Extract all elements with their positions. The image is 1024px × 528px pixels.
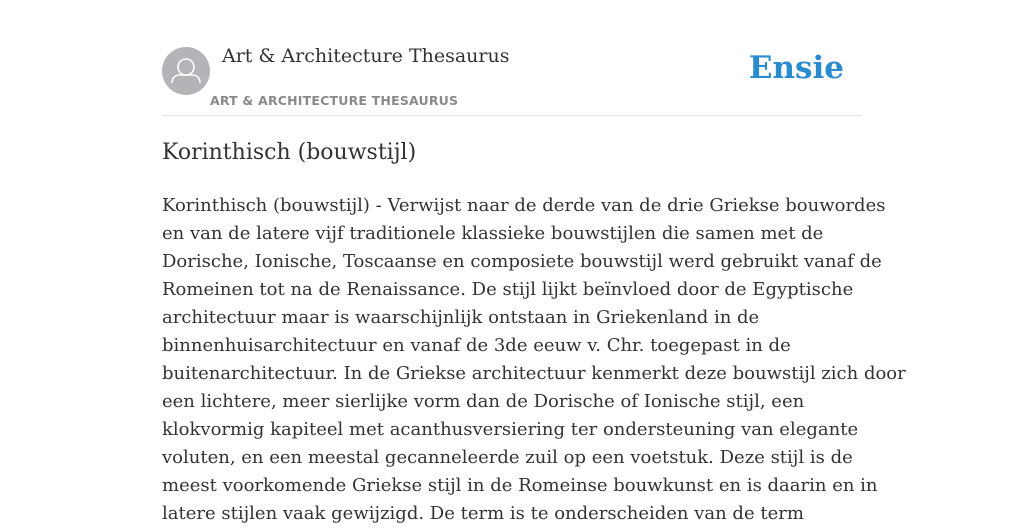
avatar[interactable] (162, 47, 210, 95)
author-name[interactable]: Art & Architecture Thesaurus (222, 45, 510, 67)
article-line: Korinthisch (bouwstijl) - Verwijst naar de derde van de drie Griekse bouwordes (162, 195, 886, 216)
user-silhouette-icon (162, 47, 210, 95)
page-title: Korinthisch (bouwstijl) (162, 140, 417, 165)
article-line: meest voorkomende Griekse stijl in de Romeinse bouwkunst en is daarin en in (162, 475, 878, 496)
article-line: Romeinen tot na de Renaissance. De stijl lijkt beïnvloed door de Egyptische (162, 279, 854, 300)
article-line: architectuur maar is waarschijnlijk ontstaan in Griekenland in de (162, 307, 760, 328)
author-subtitle: ART & ARCHITECTURE THESAURUS (210, 93, 459, 108)
article-line: latere stijlen vaak gewijzigd. De term is te onderscheiden van de term (162, 503, 804, 524)
article-line: buitenarchitectuur. In de Griekse architectuur kenmerkt deze bouwstijl zich door (162, 363, 906, 384)
article-line: en van de latere vijf traditionele klassieke bouwstijlen die samen met de (162, 223, 824, 244)
ensie-logo[interactable]: Ensie (748, 50, 844, 86)
page (162, 0, 906, 524)
article-body (162, 192, 906, 528)
article-line: binnenhuisarchitectuur en vanaf de 3de eeuw v. Chr. toegepast in de (162, 335, 791, 356)
article-line: Dorische, Ionische, Toscaanse en composiete bouwstijl werd gebruikt vanaf de (162, 251, 882, 272)
article-line: een lichtere, meer sierlijke vorm dan de Dorische of Ionische stijl, een (162, 391, 805, 412)
article-line: klokvormig kapiteel met acanthusversiering ter ondersteuning van elegante (162, 419, 859, 440)
header-divider (162, 115, 862, 116)
article-line: voluten, en een meestal gecanneleerde zuil op een voetstuk. Deze stijl is de (162, 447, 853, 468)
